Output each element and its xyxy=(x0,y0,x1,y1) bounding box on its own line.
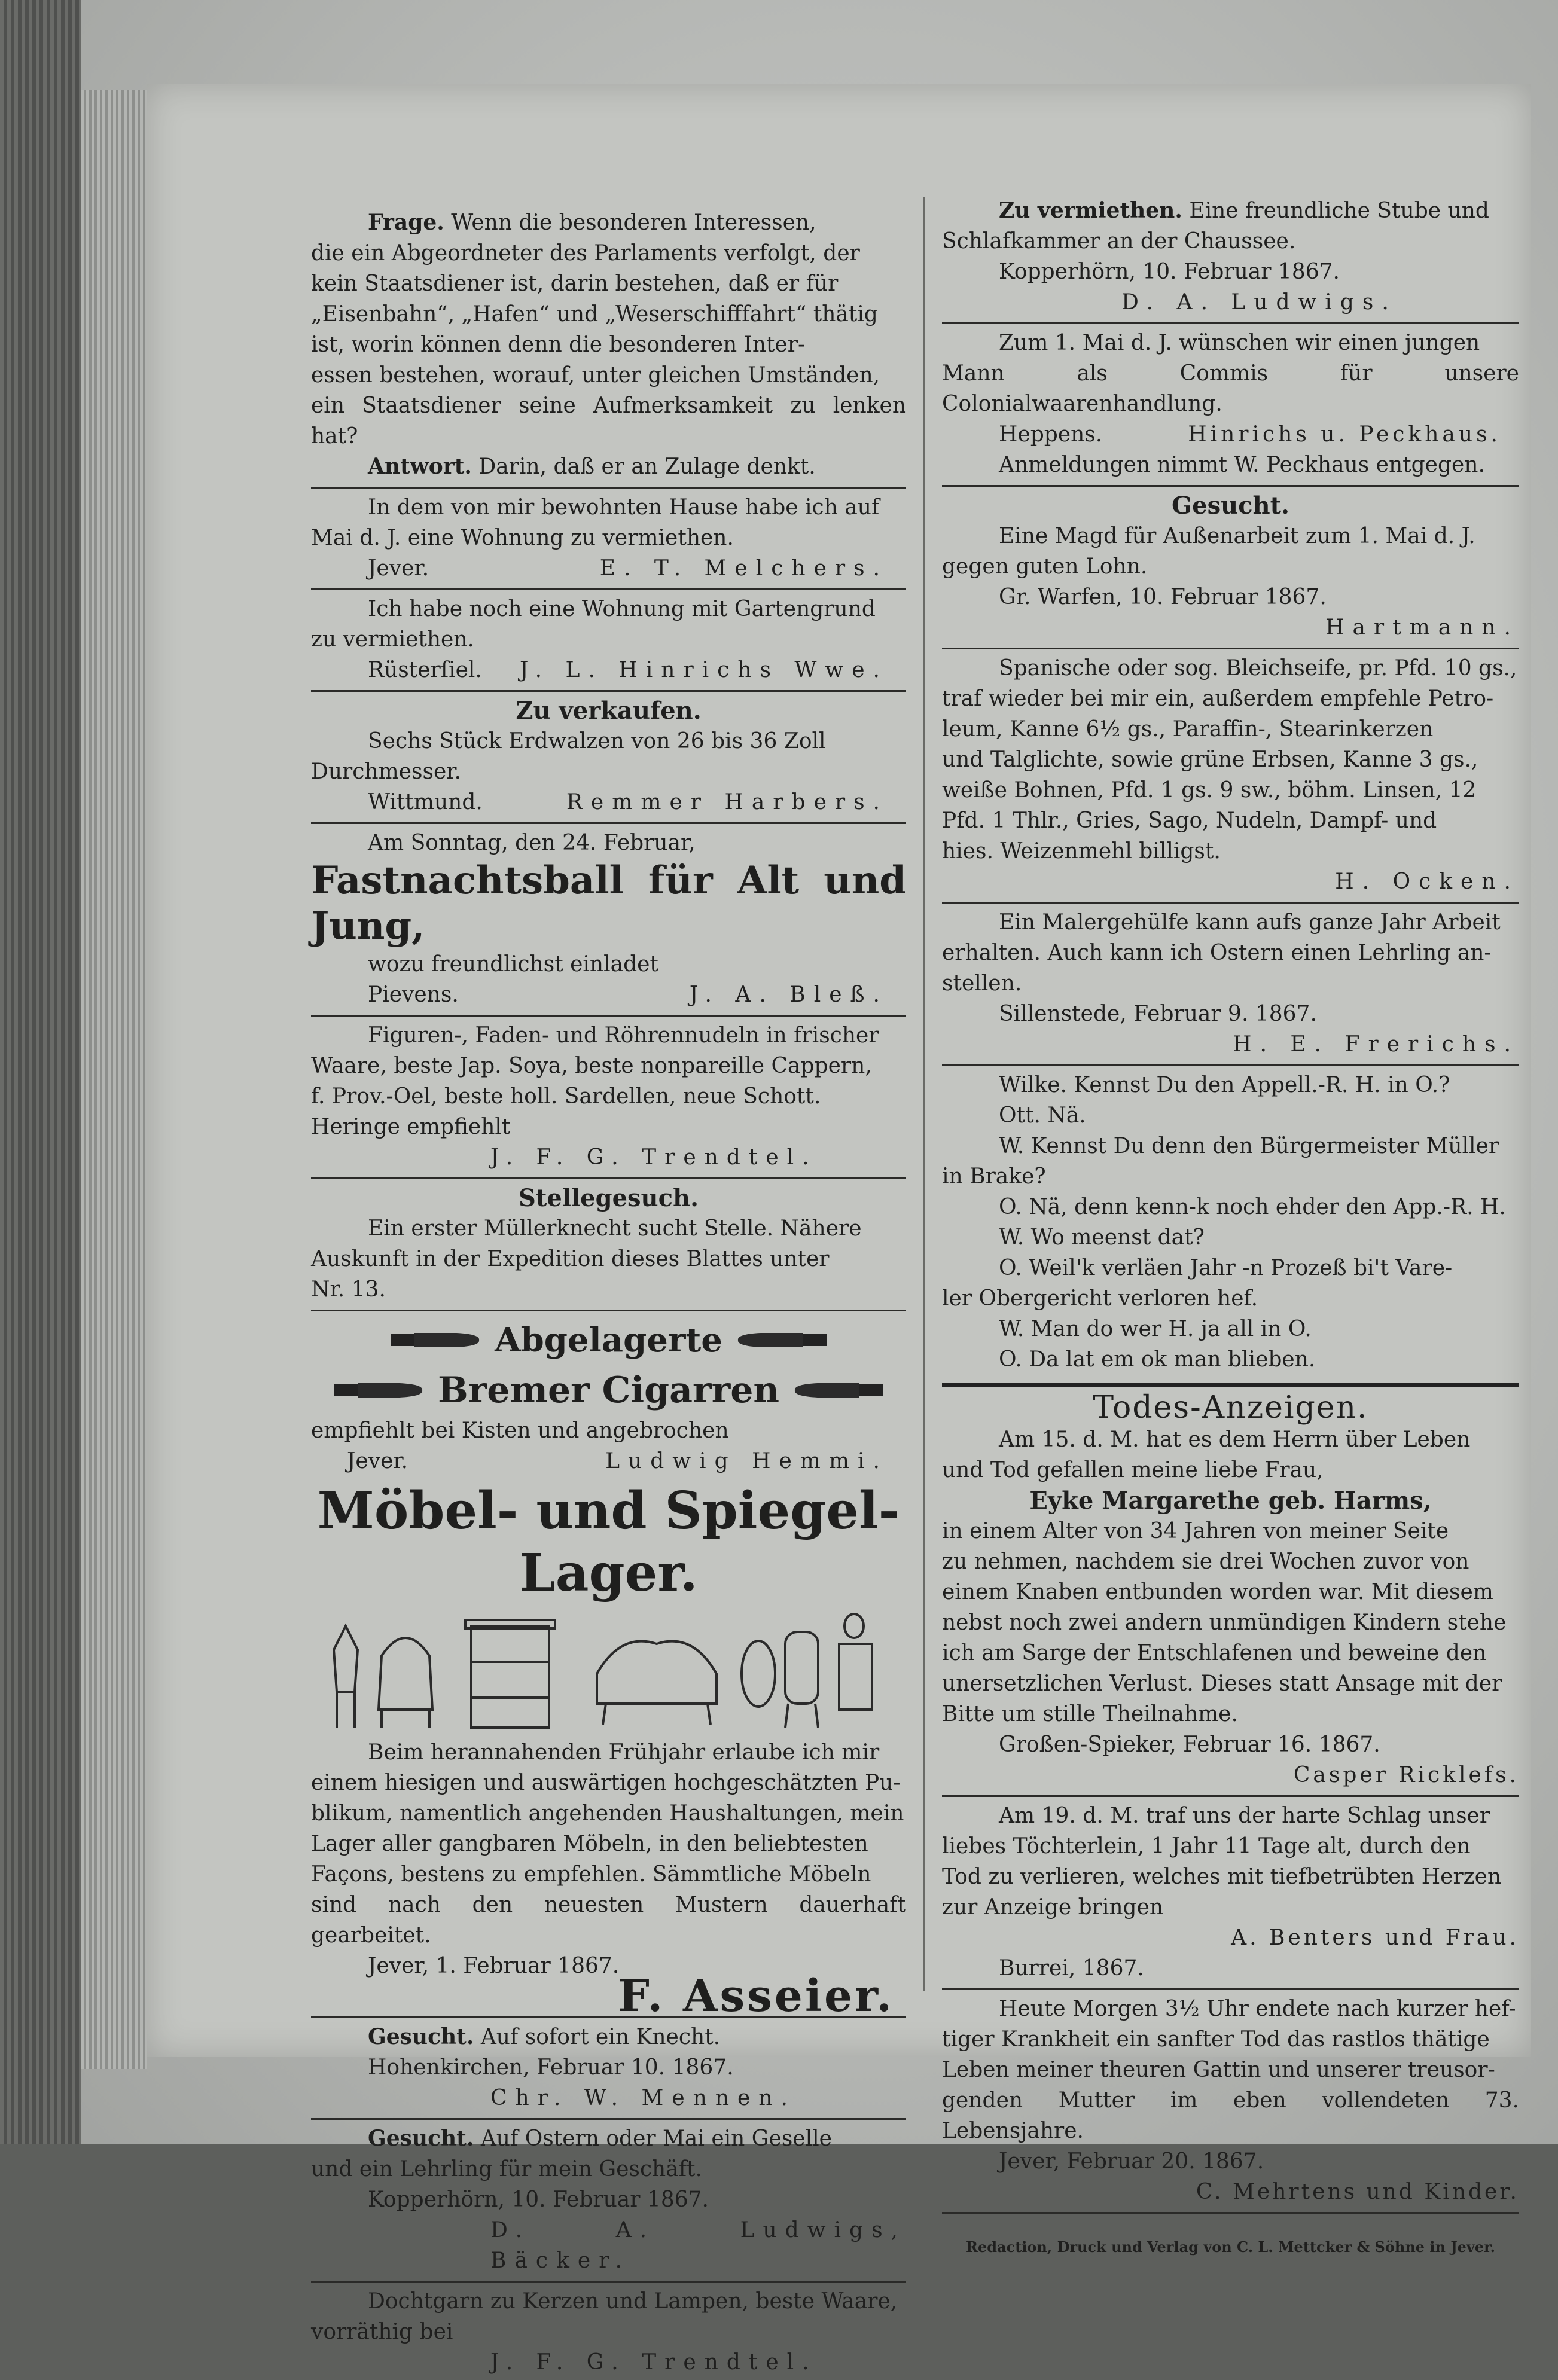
separator xyxy=(942,2212,1519,2214)
ad-trendtel-nudeln xyxy=(311,1019,906,1175)
ad-signature: D. A. Ludwigs, Bäcker. xyxy=(490,2218,906,2273)
ad-text: liebes Töchterlein, 1 Jahr 11 Tage alt, durch den xyxy=(942,1834,1471,1859)
ad-text: tiger Krankheit ein sanfter Tod das rastlos thätige xyxy=(942,2027,1490,2052)
ad-text: Am 19. d. M. traf uns der harte Schlag unser xyxy=(999,1804,1490,1828)
ad-heading: Zu verkaufen. xyxy=(516,697,702,725)
separator xyxy=(311,2118,906,2120)
separator xyxy=(311,487,906,489)
separator xyxy=(942,1988,1519,1990)
ad-signature: Remmer Harbers. xyxy=(566,790,888,814)
ad-signature: Hinrichs u. Peckhaus. xyxy=(1188,422,1501,447)
frage-line: die ein Abgeordneter des Parlaments verfolgt, der xyxy=(311,241,860,266)
ad-heading: Gesucht. xyxy=(368,2024,474,2049)
ad-dochtgarn xyxy=(311,2285,906,2380)
ad-heading: Stellegesuch. xyxy=(518,1184,699,1212)
frage-line: kein Staatsdiener ist, darin bestehen, daß er für xyxy=(311,271,839,296)
pointing-hand-left-icon xyxy=(794,1377,883,1403)
ad-text: Eine freundliche Stube und xyxy=(1189,199,1489,223)
ad-text: Schlafkammer an der Chaussee. xyxy=(942,229,1296,254)
ad-text: Spanische oder sog. Bleichseife, pr. Pfd. 10 gs., xyxy=(999,656,1517,681)
separator xyxy=(942,485,1519,487)
dialog-line: O. Weil'k verläen Jahr -n Prozeß bi't Vare- xyxy=(999,1256,1453,1280)
ad-signature: H. E. Frerichs. xyxy=(1233,1032,1519,1057)
ad-signature: E. T. Melchers. xyxy=(599,556,888,581)
left-column xyxy=(311,206,906,2380)
ad-text: zur Anzeige bringen xyxy=(942,1895,1164,1920)
ad-text: blikum, namentlich angehenden Haushaltungen, mein xyxy=(311,1801,904,1826)
ad-text: hies. Weizenmehl billigst. xyxy=(942,839,1221,863)
cigar-title-1: Abgelagerte xyxy=(495,1320,722,1360)
ad-heading: Gesucht. xyxy=(1171,492,1290,520)
ad-signature: C. Mehrtens und Kinder. xyxy=(1196,2180,1519,2204)
ad-text: und ein Lehrling für mein Geschäft. xyxy=(311,2157,702,2181)
ad-text: Auf sofort ein Knecht. xyxy=(480,2025,721,2049)
ad-heading: Gesucht. xyxy=(368,2126,474,2151)
frage-line: ist, worin können denn die besonderen Inter- xyxy=(311,332,806,357)
separator xyxy=(942,1795,1519,1797)
ad-place: Jever, Februar 20. 1867. xyxy=(999,2149,1264,2174)
ad-place: Pievens. xyxy=(368,982,459,1007)
ad-todes-mehrtens xyxy=(942,1993,1519,2210)
ad-moebel-lager xyxy=(311,1479,906,2022)
ad-text: Am Sonntag, den 24. Februar, xyxy=(368,831,696,855)
ad-place: Jever. xyxy=(347,1449,408,1473)
ad-place: Burrei, 1867. xyxy=(999,1956,1144,1981)
ad-signature: J. F. G. Trendtel. xyxy=(490,1145,818,1170)
ad-text: Ein Malergehülfe kann aufs ganze Jahr Arbeit xyxy=(999,910,1501,935)
ad-place: Rüsterſiel. xyxy=(368,658,482,682)
ad-place: Sillenstede, Februar 9. 1867. xyxy=(999,1002,1317,1026)
separator xyxy=(942,322,1519,324)
printer-imprint: Redaction, Druck und Verlag von C. L. Mettcker & Söhne in Jever. xyxy=(966,2238,1495,2256)
dialog-line: Wilke. Kennst Du den Appell.-R. H. in O.? xyxy=(999,1073,1450,1097)
ad-text: Nr. 13. xyxy=(311,1277,386,1302)
separator xyxy=(311,1310,906,1311)
pointing-hand-right-icon xyxy=(334,1377,423,1403)
ad-text: f. Prov.-Oel, beste holl. Sardellen, neue Schott. xyxy=(311,1084,821,1109)
frage-line: „Eisenbahn“, „Hafen“ und „Weserschifffahrt“ thätig xyxy=(311,302,878,327)
ad-text: Lager aller gangbaren Möbeln, in den beliebtesten xyxy=(311,1832,868,1856)
ad-todes-benters xyxy=(942,1799,1519,1986)
ad-heading: Zu vermiethen. xyxy=(999,198,1182,223)
ad-text: Am 15. d. M. hat es dem Herrn über Leben xyxy=(999,1427,1471,1452)
ad-signature: D. A. Ludwigs. xyxy=(1121,290,1397,315)
ad-text: nebst noch zwei andern unmündigen Kindern stehe xyxy=(942,1610,1507,1635)
ad-text: Tod zu verlieren, welches mit tiefbetrübten Herzen xyxy=(942,1865,1502,1889)
furniture-illustration xyxy=(322,1608,896,1734)
ad-signature: H. Ocken. xyxy=(1335,869,1519,894)
ad-place: Jever. xyxy=(368,556,429,581)
antwort-text: Darin, daß er an Zulage denkt. xyxy=(478,454,816,479)
book-spine-edge xyxy=(0,0,81,2144)
separator xyxy=(942,1383,1519,1387)
ad-text: vorräthig bei xyxy=(311,2320,453,2344)
ad-harbers xyxy=(311,694,906,820)
ad-text: traf wieder bei mir ein, außerdem empfehle Petro- xyxy=(942,686,1494,711)
ad-text: unersetzlichen Verlust. Dieses statt Ansage mit der xyxy=(942,1671,1502,1696)
ad-text: und Talglichte, sowie grüne Erbsen, Kanne 3 gs., xyxy=(942,747,1478,772)
ad-text: Heute Morgen 3½ Uhr endete nach kurzer hef- xyxy=(999,1997,1516,2021)
ad-text: genden Mutter im eben vollendeten 73. Lebensjahre. xyxy=(942,2088,1519,2143)
ad-text: Façons, bestens zu empfehlen. Sämmtliche Möbeln xyxy=(311,1862,871,1887)
ad-text: Durchmesser. xyxy=(311,759,461,784)
ad-gesucht-geselle xyxy=(311,2122,906,2278)
ad-signature: J. L. Hinrichs Wwe. xyxy=(520,658,888,682)
right-column xyxy=(942,194,1519,2277)
dialog-line: W. Man do wer H. ja all in O. xyxy=(999,1317,1312,1341)
ad-frage xyxy=(311,206,906,484)
ad-place: Jever, 1. Februar 1867. xyxy=(368,1954,620,1978)
ad-place: Gr. Warfen, 10. Februar 1867. xyxy=(999,585,1327,609)
frage-lead: Frage. xyxy=(368,210,444,235)
ad-text: Figuren-, Faden- und Röhrennudeln in frischer xyxy=(368,1023,879,1048)
ad-text: leum, Kanne 6½ gs., Paraffin-, Stearinkerzen xyxy=(942,717,1434,742)
moebel-title-2: Lager. xyxy=(519,1543,698,1603)
ad-place: Heppens. xyxy=(999,422,1103,447)
ad-text: Eine Magd für Außenarbeit zum 1. Mai d. J. xyxy=(999,524,1475,548)
frage-line: essen bestehen, worauf, unter gleichen Umständen, xyxy=(311,363,880,387)
separator xyxy=(311,1015,906,1017)
separator xyxy=(942,902,1519,904)
ad-peckhaus xyxy=(942,327,1519,483)
ad-text: Beim herannahenden Frühjahr erlaube ich mir xyxy=(368,1740,880,1765)
separator xyxy=(311,588,906,590)
ad-text: Ich habe noch eine Wohnung mit Gartengrund xyxy=(368,597,876,621)
ad-text: einem hiesigen und auswärtigen hochgeschätzten Pu- xyxy=(311,1771,901,1795)
ad-text: Sechs Stück Erdwalzen von 26 bis 36 Zoll xyxy=(368,729,826,753)
ad-bremer-cigarren xyxy=(311,1314,906,1479)
ad-text: Auf Ostern oder Mai ein Geselle xyxy=(480,2126,832,2151)
separator xyxy=(311,690,906,692)
ad-ocken xyxy=(942,652,1519,899)
ad-fastnachtsball xyxy=(311,826,906,1012)
ad-text: weiße Bohnen, Pfd. 1 gs. 9 sw., böhm. Linsen, 12 xyxy=(942,778,1477,803)
ad-text: In dem von mir bewohnten Hause habe ich auf xyxy=(368,495,880,520)
ad-text: und Tod gefallen meine liebe Frau, xyxy=(942,1458,1324,1482)
ad-place: Wittmund. xyxy=(368,790,483,814)
pointing-hand-left-icon xyxy=(737,1327,827,1353)
ad-place: Hohenkirchen, Februar 10. 1867. xyxy=(368,2055,734,2080)
ad-hinrichs-wwe xyxy=(311,593,906,688)
ad-text: Waare, beste Jap. Soya, beste nonpareille Cappern, xyxy=(311,1054,872,1078)
column-divider xyxy=(923,197,925,1991)
ad-place: Kopperhörn, 10. Februar 1867. xyxy=(368,2187,709,2212)
antwort-lead: Antwort. xyxy=(368,454,472,479)
ad-text: ich am Sarge der Entschlafenen und beweine den xyxy=(942,1641,1487,1665)
ad-text: einem Knaben entbunden worden war. Mit diesem xyxy=(942,1580,1493,1604)
ad-text: Heringe empfiehlt xyxy=(311,1115,511,1139)
pointing-hand-right-icon xyxy=(391,1327,480,1353)
ad-text: Auskunft in der Expedition dieses Blattes unter xyxy=(311,1247,830,1271)
ad-text: Leben meiner theuren Gattin und unserer treusor- xyxy=(942,2058,1495,2082)
ad-text: stellen. xyxy=(942,971,1022,996)
ad-gesucht-knecht xyxy=(311,2021,906,2116)
ad-dialog xyxy=(942,1069,1519,1377)
ad-text: Dochtgarn zu Kerzen und Lampen, beste Waare, xyxy=(368,2289,898,2314)
frage-line: ein Staatsdiener seine Aufmerksamkeit zu lenken hat? xyxy=(311,393,906,448)
ad-place: Großen-Spieker, Februar 16. 1867. xyxy=(999,1732,1380,1757)
ad-title: Fastnachtsball für Alt und Jung, xyxy=(311,858,906,948)
ad-stellegesuch xyxy=(311,1182,906,1307)
ad-zu-vermiethen-ludwigs xyxy=(942,194,1519,320)
ad-melchers xyxy=(311,491,906,586)
ad-text: Mann als Commis für unsere Colonialwaarenhandlung. xyxy=(942,361,1519,416)
ad-text: sind nach den neuesten Mustern dauerhaft gearbeitet. xyxy=(311,1893,906,1948)
ad-signature: Chr. W. Mennen. xyxy=(490,2086,796,2110)
dialog-line: Ott. Nä. xyxy=(999,1103,1086,1128)
separator xyxy=(942,1064,1519,1066)
section-heading-todes-anzeigen: Todes-Anzeigen. xyxy=(1093,1390,1368,1426)
moebel-title-1: Möbel- und Spiegel- xyxy=(317,1481,900,1541)
ad-signature: J. F. G. Trendtel. xyxy=(490,2350,818,2375)
ad-text: zu nehmen, nachdem sie drei Wochen zuvor von xyxy=(942,1549,1469,1574)
dialog-line: W. Wo meenst dat? xyxy=(999,1225,1205,1250)
ad-signature: Hartmann. xyxy=(1325,615,1519,640)
separator xyxy=(311,822,906,824)
ad-text: empfiehlt bei Kisten und angebrochen xyxy=(311,1418,729,1443)
ad-text: Zum 1. Mai d. J. wünschen wir einen jungen xyxy=(999,331,1480,355)
dialog-line: in Brake? xyxy=(942,1164,1046,1189)
ad-text: Bitte um stille Theilnahme. xyxy=(942,1702,1238,1726)
ad-signature: Casper Ricklefs. xyxy=(1293,1763,1519,1787)
page-stack-edges xyxy=(81,90,147,2069)
ad-signature: A. Benters und Frau. xyxy=(1231,1926,1519,1950)
dialog-line: O. Da lat em ok man blieben. xyxy=(999,1347,1316,1372)
ad-gesucht-magd xyxy=(942,489,1519,645)
cigar-title-2: Bremer Cigarren xyxy=(437,1369,780,1411)
ad-place: Kopperhörn, 10. Februar 1867. xyxy=(999,260,1340,284)
dialog-line: O. Nä, denn kenn-k noch ehder den App.-R. H. xyxy=(999,1195,1506,1219)
ad-signature: F. Asseier. xyxy=(618,1970,894,2022)
ad-text: wozu freundlichst einladet xyxy=(368,952,658,977)
dialog-line: ler Obergericht verloren hef. xyxy=(942,1286,1258,1311)
ad-text: gegen guten Lohn. xyxy=(942,554,1148,579)
frage-line: Wenn die besonderen Interessen, xyxy=(451,210,816,235)
deceased-name: Eyke Margarethe geb. Harms, xyxy=(1029,1487,1432,1515)
separator xyxy=(311,2281,906,2283)
ad-signature: Ludwig Hemmi. xyxy=(605,1449,888,1473)
ad-text: Pfd. 1 Thlr., Gries, Sago, Nudeln, Dampf- und xyxy=(942,808,1437,833)
ad-text: Mai d. J. eine Wohnung zu vermiethen. xyxy=(311,526,734,550)
ad-frerichs xyxy=(942,906,1519,1062)
ad-text: Ein erster Müllerknecht sucht Stelle. Nähere xyxy=(368,1216,862,1241)
ad-text: Anmeldungen nimmt W. Peckhaus entgegen. xyxy=(999,453,1485,477)
separator xyxy=(311,1177,906,1179)
separator xyxy=(942,648,1519,649)
dialog-line: W. Kennst Du denn den Bürgermeister Müller xyxy=(999,1134,1499,1158)
ad-text: in einem Alter von 34 Jahren von meiner Seite xyxy=(942,1519,1449,1543)
ad-signature: J. A. Bleß. xyxy=(689,982,888,1007)
ad-todes-harms xyxy=(942,1423,1519,1793)
ad-text: zu vermiethen. xyxy=(311,627,474,652)
ad-text: erhalten. Auch kann ich Ostern einen Lehrling an- xyxy=(942,941,1492,965)
